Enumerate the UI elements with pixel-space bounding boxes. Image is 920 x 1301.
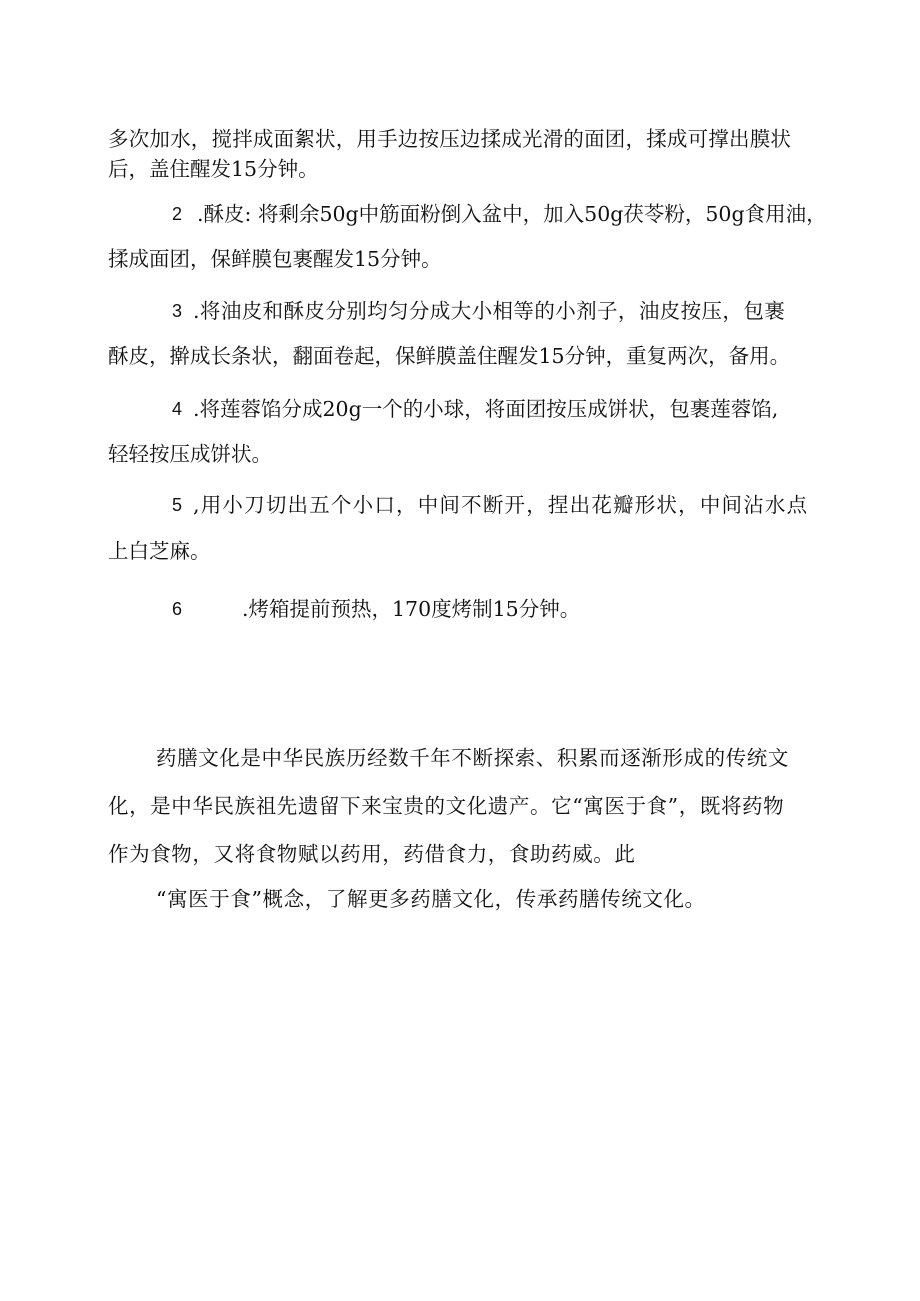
step-2-line-2: 揉成面团，保鲜膜包裹醒发15分钟。 [108, 247, 442, 271]
step-6-line-1: .烤箱提前预热，170度烤制15分钟。 [242, 597, 581, 621]
step-4-number: 4 [172, 399, 183, 419]
step-4-line-1: .将莲蓉馅分成20g一个的小球，将面团按压成饼状，包裹莲蓉馅, [193, 397, 779, 421]
intro-line-1: 多次加水，搅拌成面絮状，用手边按压边揉成光滑的面团，揉成可撑出膜状 [108, 127, 792, 151]
culture-line-3: 作为食物，又将食物赋以药用，药借食力，食助药威。此 [108, 842, 636, 866]
step-6-number: 6 [172, 599, 183, 619]
step-4-line-2: 轻轻按压成饼状。 [108, 442, 272, 466]
culture-line-1: 药膳文化是中华民族历经数千年不断探索、积累而逐渐形成的传统文 [156, 746, 789, 770]
step-2-number: 2 [172, 204, 183, 224]
step-5-line-1: ,用小刀切出五个小口，中间不断开，捏出花瓣形状，中间沾水点 [193, 493, 809, 517]
intro-line-2: 后，盖住醒发15分钟。 [108, 157, 319, 181]
step-3-line-2: 酥皮，擀成长条状，翻面卷起，保鲜膜盖住醒发15分钟，重复两次，备用。 [108, 344, 791, 368]
step-3-line-1: .将油皮和酥皮分别均匀分成大小相等的小剂子，油皮按压，包裹 [193, 299, 786, 323]
step-5-number: 5 [172, 495, 183, 515]
culture-line-4: “寓医于食”概念，了解更多药膳文化，传承药膳传统文化。 [156, 887, 706, 911]
step-3-number: 3 [172, 301, 183, 321]
step-2-line-1: .酥皮: 将剩余50g中筋面粉倒入盆中，加入50g茯苓粉，50g食用油， [197, 202, 827, 226]
step-5-line-2: 上白芝麻。 [108, 539, 211, 563]
culture-line-2: 化，是中华民族祖先遗留下来宝贵的文化遗产。它“寓医于食”，既将药物 [108, 794, 785, 818]
